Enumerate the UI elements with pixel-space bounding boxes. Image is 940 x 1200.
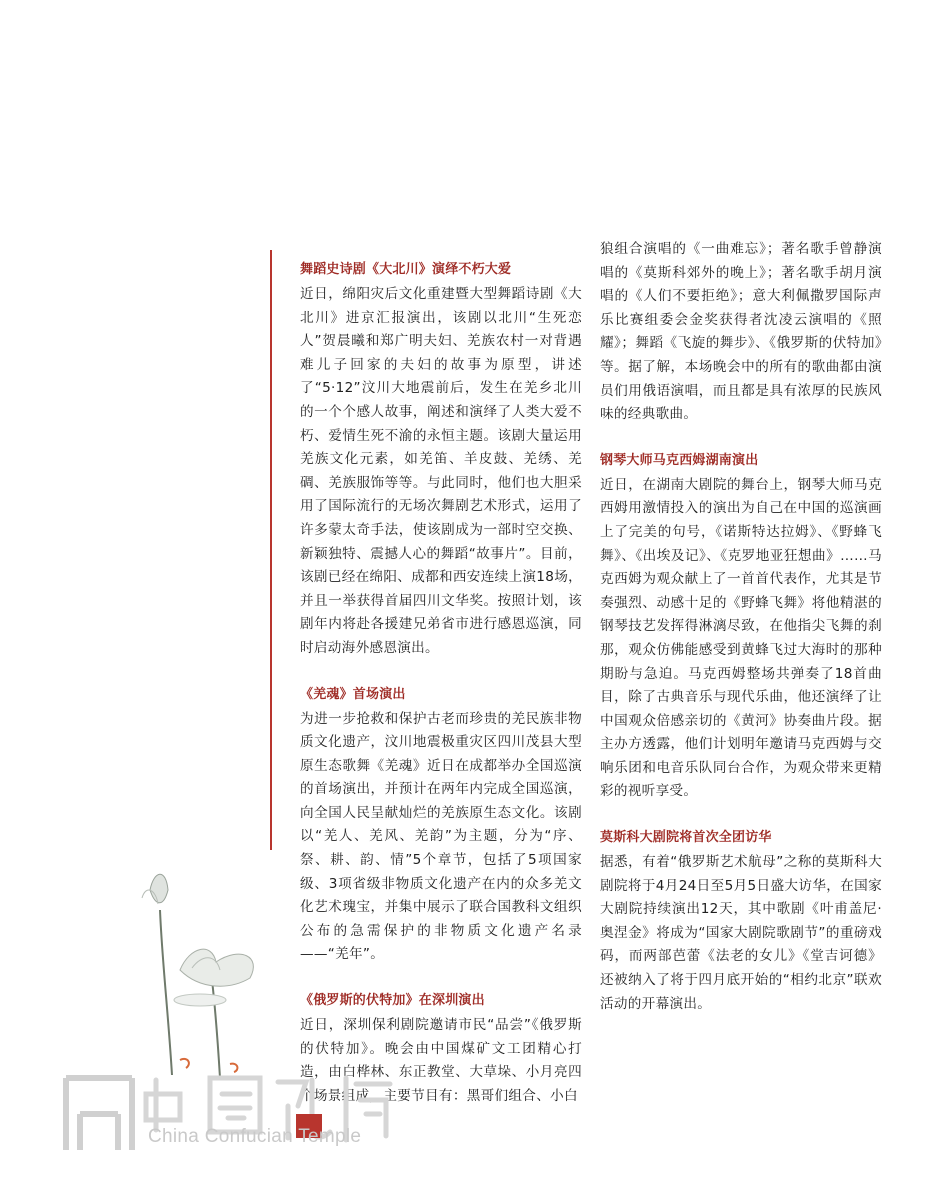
article-title: 《羌魂》首场演出 (300, 686, 406, 702)
article-title: 《俄罗斯的伏特加》在深圳演出 (300, 993, 485, 1009)
logo-english-text: China Confucian Temple (148, 1126, 362, 1147)
lotus-illustration (120, 850, 280, 1080)
article-body: 狼组合演唱的《一曲难忘》；著名歌手曾静演唱的《莫斯科郊外的晚上》；著名歌手胡月演唱的《人们不要拒绝》；意大利佩撒罗国际声乐比赛组委会金奖获得者沈凌云演唱的《照耀》；舞蹈《飞旋的舞步》、《俄罗斯的伏特加》等。据了解，本场晚会中的所有的歌曲都由演员们用俄语演唱，而且都是具有浓厚的民族风味的经典歌曲。 (600, 241, 882, 423)
article-maksim-hunan (600, 451, 882, 804)
right-column (600, 238, 882, 1040)
article-russian-vodka-continued (600, 238, 882, 427)
article-title: 莫斯科大剧院将首次全团访华 (600, 830, 772, 846)
article-body: 据悉，有着“俄罗斯艺术航母”之称的莫斯科大剧院将于4月24日至5月5日盛大访华，在国家大剧院持续演出12天，其中歌剧《叶甫盖尼·奥涅金》将成为“国家大剧院歌剧节”的重磅戏码，而两部芭蕾《法老的女儿》《堂吉诃德》还被纳入了将于四月底开始的“相约北京”联欢活动的开幕演出。 (600, 854, 882, 1012)
article-title: 钢琴大师马克西姆湖南演出 (600, 452, 759, 468)
article-body: 近日，绵阳灾后文化重建暨大型舞蹈诗剧《大北川》进京汇报演出，该剧以北川“生死恋人”贺晨曦和郑广明夫妇、羌族农村一对背遇难儿子回家的夫妇的故事为原型，讲述了“5·12”汶川大地震前后，发生在羌乡北川的一个个感人故事，阐述和演绎了人类大爱不朽、爱情生死不渝的永恒主题。该剧大量运用羌族文化元素，如羌笛、羊皮鼓、羌绣、羌碉、羌族服饰等等。与此同时，他们也大胆采用了国际流行的无场次舞剧艺术形式，运用了许多蒙太奇手法，使该剧成为一部时空交换、新颖独特、震撼人心的舞蹈“故事片”。目前，该剧已经在绵阳、成都和西安连续上演18场，并且一举获得首届四川文华奖。按照计划，该剧年内将赴各援建兄弟省市进行感恩巡演，同时启动海外感恩演出。 (300, 286, 582, 656)
article-qiang-hun (300, 685, 582, 968)
article-title: 舞蹈史诗剧《大北川》演绎不朽大爱 (300, 262, 512, 277)
article-body: 为进一步抢救和保护古老而珍贵的羌民族非物质文化遗产，汶川地震极重灾区四川茂县大型原生态歌舞《羌魂》近日在成都举办全国巡演的首场演出，并预计在两年内完成全国巡演，向全国人民呈献灿烂的羌族原生态文化。该剧以“羌人、羌风、羌韵”为主题，分为“序、祭、耕、韵、情”5个章节，包括了5项国家级、3项省级非物质文化遗产在内的众多羌文化艺术瑰宝，并集中展示了联合国教科文组织公布的急需保护的非物质文化遗产名录——“羌年”。 (300, 710, 582, 963)
left-column (300, 238, 582, 1132)
article-body: 近日，深圳保利剧院邀请市民“品尝”《俄罗斯的伏特加》。晚会由中国煤矿文工团精心打造，由白桦林、东正教堂、大草垛、小月亮四个场景组成，主要节目有：黑哥们组合、小白 (300, 1017, 582, 1104)
column-divider-rule (270, 250, 272, 850)
article-bolshoi-visit (600, 828, 882, 1016)
article-da-beichuan (300, 238, 582, 661)
article-body: 近日，在湖南大剧院的舞台上，钢琴大师马克西姆用激情投入的演出为自己在中国的巡演画上了完美的句号，《诺斯特达拉姆》、《野蜂飞舞》、《出埃及记》、《克罗地亚狂想曲》……马克西姆为观众献上了一首首代表作，尤其是节奏强烈、动感十足的《野蜂飞舞》将他精湛的钢琴技艺发挥得淋漓尽致，在他指尖飞舞的刹那，观众仿佛能感受到黄蜂飞过大海时的那种期盼与急迫。马克西姆整场共弹奏了18首曲目，除了古典音乐与现代乐曲，他还演绎了让中国观众倍感亲切的《黄河》协奏曲片段。据主办方透露，他们计划明年邀请马克西姆与交响乐团和电音乐队同台合作，为观众带来更精彩的视听享受。 (600, 476, 882, 800)
